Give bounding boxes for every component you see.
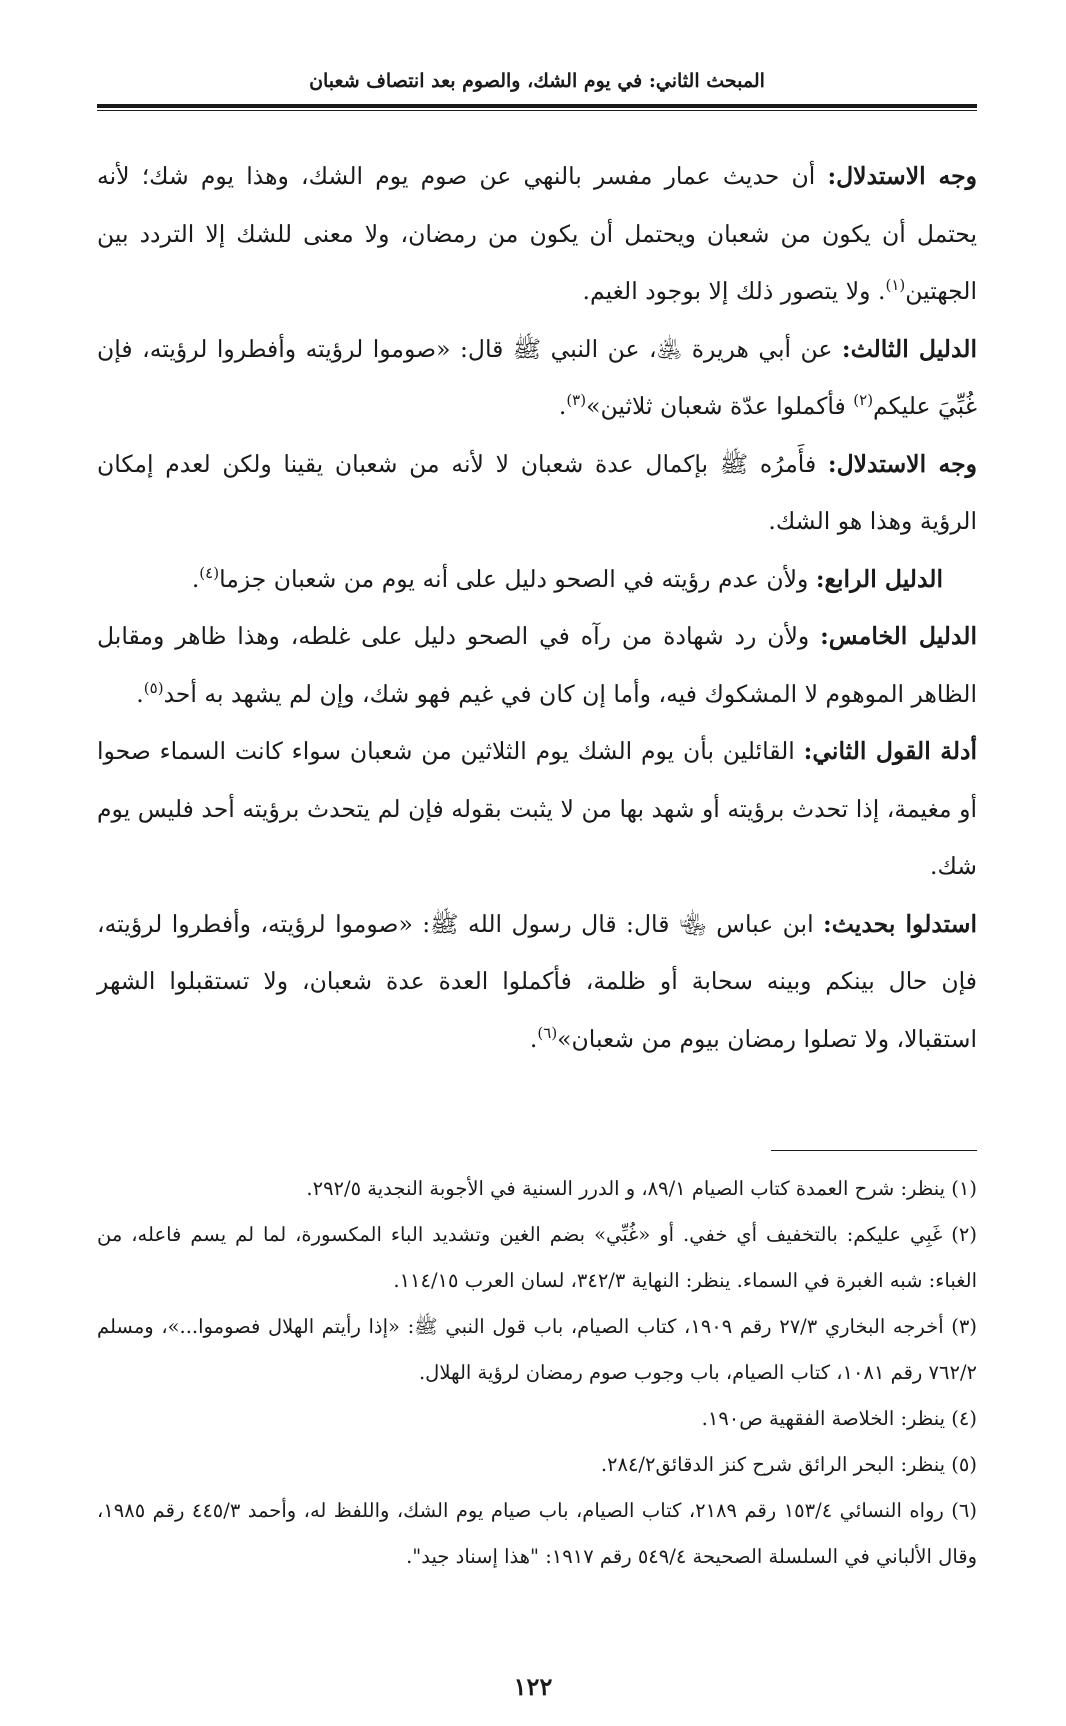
footnote-number: (٥) [951, 1453, 977, 1476]
paragraph-lead: الدليل الرابع: [815, 564, 943, 593]
footnote-separator [771, 1150, 977, 1151]
paragraph-text: ولأن رد شهادة من رآه في الصحو دليل على غلطه، وهذا ظاهر ومقابل الظاهر الموهوم لا المشكوك فيه، وأما إن كان في غيم فهو شك، وإن لم يشهد به أحد [97, 622, 977, 708]
page-number: ١٢٢ [513, 1672, 553, 1701]
paragraph-hadith [97, 896, 977, 1069]
paragraph-istidlal-1 [97, 148, 977, 321]
footnote [97, 1488, 977, 1580]
footnote-text: غَبِي عليكم: بالتخفيف أي خفي. أو «غُبِّي» بضم الغين وتشديد الباء المكسورة، لما لم يسم فاعله، من الغباء: شبه الغبرة في السماء. ينظر: النهاية ٣٤٢/٣، لسان العرب ١١٤/١٥. [97, 1223, 977, 1292]
footnote-text: أخرجه البخاري ٢٧/٣ رقم ١٩٠٩، كتاب الصيام، باب قول النبي ﷺ: «إذا رأيتم الهلال فصوموا...»، ومسلم ٧٦٢/٢ رقم ١٠٨١، كتاب الصيام، باب وجوب صوم رمضان لرؤية الهلال. [97, 1315, 977, 1384]
paragraph-tail: . [529, 1024, 538, 1053]
paragraph-text: القائلين بأن يوم الشك يوم الثلاثين من شعبان سواء كانت السماء صحوا أو مغيمة، إذا تحدث برؤيته أو شهد بها من لا يثبت بقوله فإن لم يتحدث برؤيته أحد فليس يوم شك. [97, 737, 977, 880]
paragraph-tail: . [558, 392, 567, 420]
paragraph-text: ابن عباس ﵄ قال: قال رسول الله ﷺ: «صوموا لرؤيته، وأفطروا لرؤيته، فإن حال بينكم وبينه سحابة أو ظلمة، فأكملوا العدة عدة شعبان، ولا تستقبلوا الشهر استقبالا، ولا تصلوا رمضان بيوم من شعبان» [97, 909, 977, 1053]
footnote [97, 1442, 977, 1488]
running-header: المبحث الثاني: في يوم الشك، والصوم بعد انتصاف شعبان [309, 70, 765, 92]
footnote-ref[interactable]: (١) [885, 276, 906, 295]
paragraph-dalil-5 [97, 608, 977, 723]
footnote-text: ينظر: البحر الرائق شرح كنز الدقائق٢٨٤/٢. [600, 1453, 952, 1476]
paragraph-lead: استدلوا بحديث: [823, 909, 977, 938]
paragraph-dalil-4 [97, 551, 977, 609]
footnote-number: (٢) [951, 1223, 977, 1246]
paragraph-lead: وجه الاستدلال: [827, 162, 977, 190]
paragraph-tail: . ولا يتصور ذلك إلا بوجود الغيم. [582, 277, 886, 305]
header-rule-thin [97, 110, 977, 111]
footnote [97, 1396, 977, 1442]
footnote-number: (٣) [951, 1315, 977, 1338]
paragraph-text: فأَمرُه ﷺ بإكمال عدة شعبان لا لأنه من شعبان يقينا ولكن لعدم إمكان الرؤية وهذا هو الشك. [97, 449, 977, 535]
footnote-text: ينظر: الخلاصة الفقهية ص١٩٠. [701, 1407, 952, 1430]
paragraph-lead: الدليل الخامس: [820, 622, 977, 650]
paragraph-text: فأكملوا عدّة شعبان ثلاثين» [586, 392, 854, 420]
paragraph-text: عن أبي هريرة ﵁، عن النبي ﷺ قال: «صوموا لرؤيته وأفطروا لرؤيته، فإن غُبِّيَ عليكم [97, 334, 977, 420]
paragraph-text: ولأن عدم رؤيته في الصحو دليل على أنه يوم من شعبان جزما [219, 564, 816, 593]
footnote-ref[interactable]: (٣) [566, 391, 587, 410]
footnote-text: رواه النسائي ١٥٣/٤ رقم ٢١٨٩، كتاب الصيام، باب صيام يوم الشك، واللفظ له، وأحمد ٤٤٥/٣ رقم ١٩٨٥، وقال الألباني في السلسلة الصحيحة ٥٤٩/٤ رقم ١٩١٧: "هذا إسناد جيد". [97, 1499, 977, 1568]
paragraph-tail: . [191, 564, 200, 593]
footnotes [97, 1166, 977, 1580]
footnote-ref[interactable]: (٤) [199, 563, 220, 582]
paragraph-dalil-3 [97, 321, 977, 436]
footnote-number: (٤) [951, 1407, 977, 1430]
header-rule-thick [97, 104, 977, 108]
paragraph-text: أن حديث عمار مفسر بالنهي عن صوم يوم الشك، وهذا يوم شك؛ لأنه يحتمل أن يكون من شعبان ويحتمل أن يكون من رمضان، ولا معنى للشك إلا التردد بين الجهتين [97, 162, 977, 305]
paragraph-istidlal-2 [97, 436, 977, 551]
main-text [97, 148, 977, 1068]
footnote-ref[interactable]: (٦) [537, 1023, 558, 1042]
footnote [97, 1304, 977, 1396]
footnote-ref[interactable]: (٥) [143, 678, 164, 697]
footnote [97, 1212, 977, 1304]
paragraph-lead: وجه الاستدلال: [827, 449, 978, 478]
footnote-ref[interactable]: (٢) [853, 391, 874, 410]
paragraph-tail: . [136, 679, 144, 708]
paragraph-lead: أدلة القول الثاني: [803, 737, 977, 765]
paragraph-qawl-2 [97, 723, 977, 896]
paragraph-lead: الدليل الثالث: [841, 334, 977, 363]
footnote-number: (٦) [951, 1499, 977, 1522]
footnote-text: ينظر: شرح العمدة كتاب الصيام ٨٩/١، و الدرر السنية في الأجوبة النجدية ٢٩٢/٥. [306, 1177, 952, 1200]
footnote [97, 1166, 977, 1212]
footnote-number: (١) [951, 1177, 977, 1200]
